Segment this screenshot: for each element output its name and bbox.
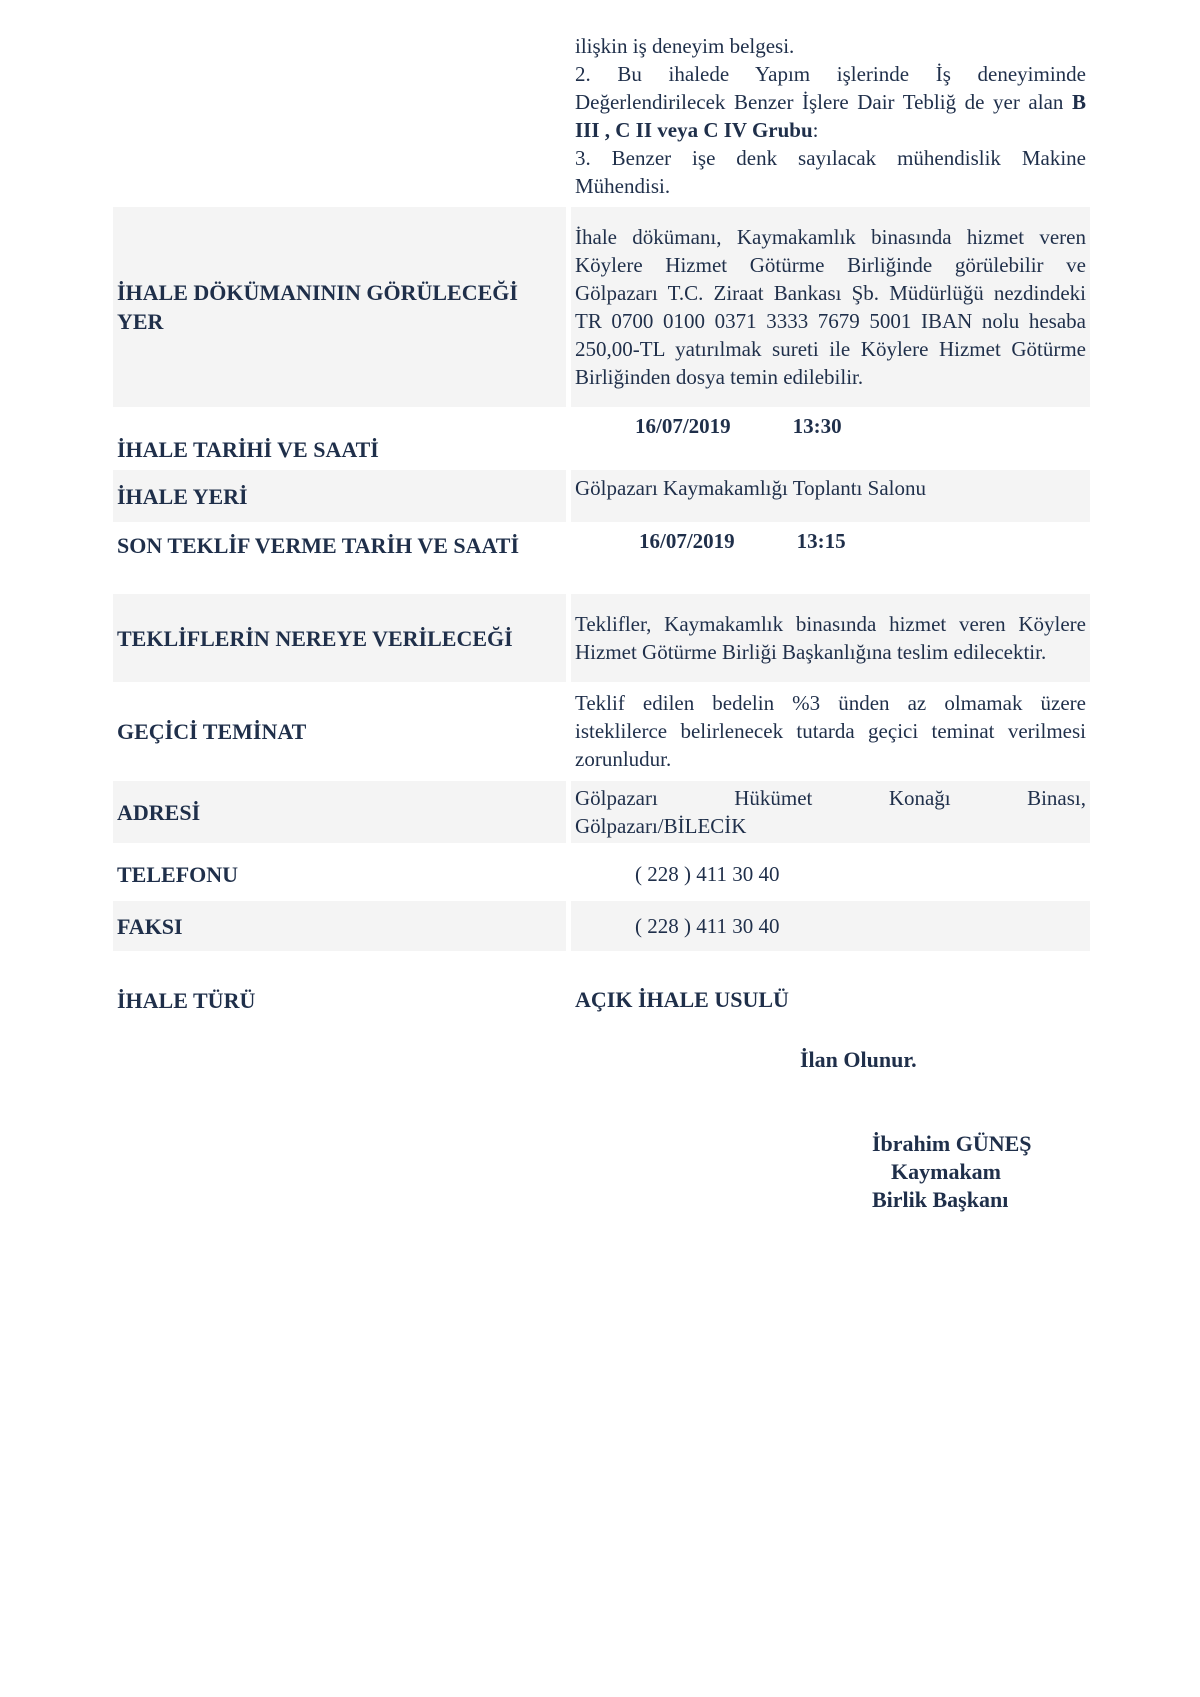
bid-deadline-label: SON TEKLİF VERME TARİH VE SAATİ — [117, 533, 520, 558]
bid-deadline-date: 16/07/2019 — [639, 529, 735, 553]
tender-time: 13:30 — [792, 414, 842, 438]
tender-place-value: Gölpazarı Kaymakamlığı Toplantı Salonu — [571, 470, 1090, 522]
requirements-row — [113, 32, 1090, 202]
phone-row — [113, 849, 1090, 899]
requirements-text — [571, 32, 1090, 202]
signatory-name: İbrahim GÜNEŞ — [872, 1131, 1032, 1156]
signatory-title: Kaymakam — [891, 1159, 1001, 1184]
requirements-line-1: ilişkin iş deneyim belgesi. — [575, 34, 795, 58]
announcement-text: İlan Olunur. — [800, 1047, 917, 1072]
document-place-label: İHALE DÖKÜMANININ GÖRÜLECEĞİ YER — [113, 207, 566, 407]
guarantee-label: GEÇİCİ TEMİNAT — [117, 718, 307, 744]
tender-datetime-label: İHALE TARİHİ VE SAATİ — [117, 437, 379, 462]
work-groups: B III , C II veya C IV Grubu — [575, 90, 1086, 142]
signatory-role: Birlik Başkanı — [872, 1187, 1009, 1212]
address-value — [571, 781, 1090, 843]
requirements-item-3: 3. Benzer işe denk sayılacak mühendislik Makine Mühendisi. — [575, 146, 1086, 198]
fax-label: FAKSI — [113, 901, 566, 951]
bid-submission-label: TEKLİFLERİN NEREYE VERİLECEĞİ — [113, 594, 566, 682]
address-label: ADRESİ — [113, 781, 566, 843]
tender-place-row — [113, 470, 1090, 522]
document-place-value: İhale dökümanı, Kaymakamlık binasında hizmet veren Köylere Hizmet Götürme Birliğinde görülebilir ve Gölpazarı T.C. Ziraat Bankası Şb. Müdürlüğü nezdindeki TR 0700 0100 0371 3333 7679 5001 IBAN nolu hesaba 250,00-TL yatırılmak sureti ile Köylere Hizmet Götürme Birliğinden dosya temin edilebilir. — [571, 207, 1090, 407]
guarantee-value: Teklif edilen bedelin %3 ünden az olmamak üzere isteklilerce belirlenecek tutarda geçici teminat verilmesi zorunludur. — [575, 691, 1086, 771]
tender-type-value: AÇIK İHALE USULÜ — [575, 987, 789, 1012]
address-line-2: Gölpazarı/BİLECİK — [575, 814, 747, 838]
tender-type-label: İHALE TÜRÜ — [117, 987, 256, 1013]
tender-type-row — [113, 980, 1090, 1020]
phone-value: ( 228 ) 411 30 40 — [635, 862, 780, 886]
bid-submission-value: Teklifler, Kaymakamlık binasında hizmet veren Köylere Hizmet Götürme Birliği Başkanlığına teslim edilecektir. — [571, 594, 1090, 682]
tender-place-label: İHALE YERİ — [113, 470, 566, 522]
bid-submission-row — [113, 594, 1090, 682]
guarantee-row — [113, 687, 1090, 775]
tender-datetime-row — [113, 412, 1090, 464]
bid-deadline-value — [571, 527, 1090, 589]
document-place-row — [113, 207, 1090, 407]
address-row — [113, 781, 1090, 843]
fax-value: ( 228 ) 411 30 40 — [571, 901, 1090, 951]
fax-row — [113, 901, 1090, 951]
phone-label: TELEFONU — [117, 861, 239, 887]
bid-deadline-row — [113, 527, 1090, 589]
requirements-item-2: 2. Bu ihalede Yapım işlerinde İş deneyiminde Değerlendirilecek Benzer İşlere Dair Tebliğ de yer alan B III , C II veya C IV Grubu: — [575, 62, 1086, 142]
tender-date: 16/07/2019 — [635, 414, 731, 438]
tender-datetime-value — [571, 412, 1090, 464]
bid-deadline-time: 13:15 — [796, 529, 846, 553]
address-line-1: Gölpazarı Hükümet Konağı Binası, — [575, 786, 1086, 810]
